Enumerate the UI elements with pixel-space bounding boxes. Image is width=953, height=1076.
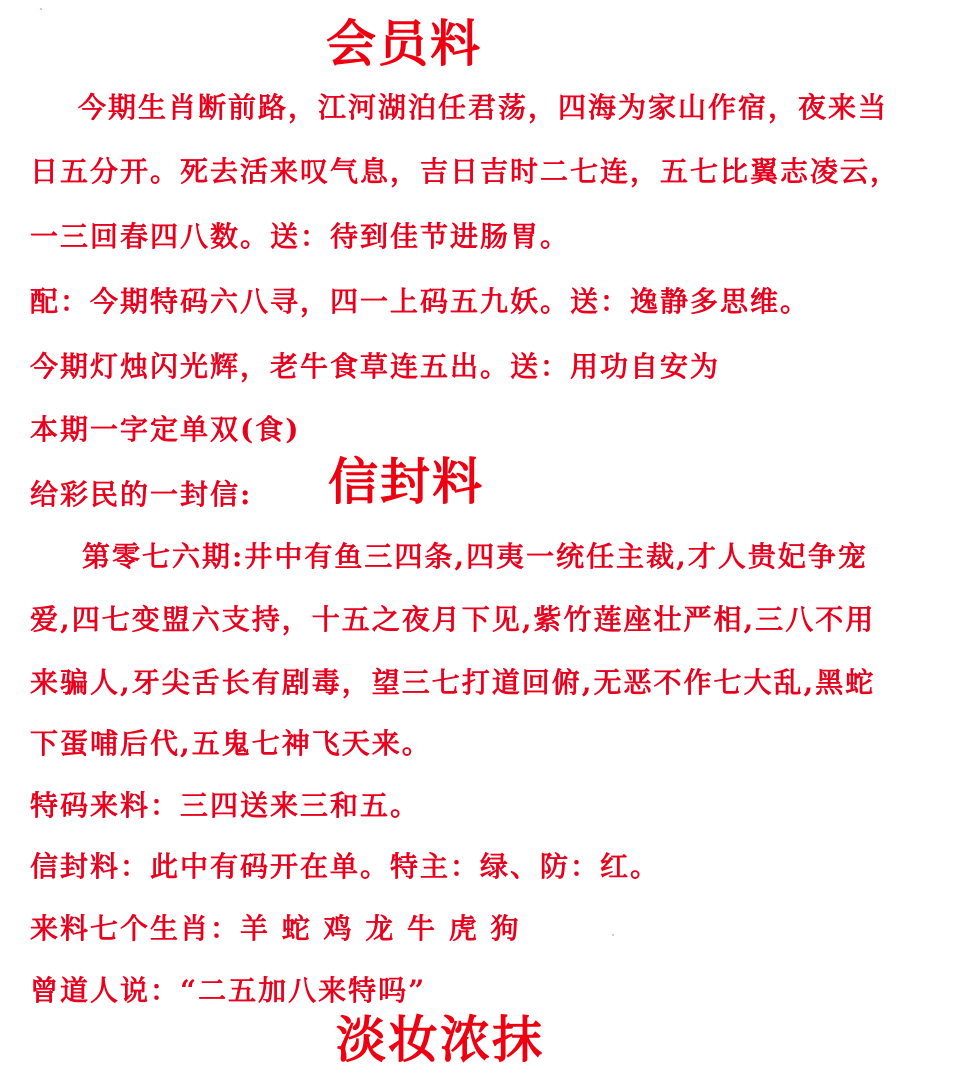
text-line-7: 给彩民的一封信:	[30, 478, 253, 511]
text-line-10: 来骗人,牙尖舌长有剧毒，望三七打道回俯,无恶不作七大乱,黑蛇	[30, 666, 876, 699]
speck-mark	[40, 8, 42, 10]
text-line-8: 第零七六期:井中有鱼三四条,四夷一统任主裁,才人贵妃争宠	[82, 540, 868, 573]
text-line-3: 一三回春四八数。送：待到佳节进肠胃。	[30, 220, 571, 253]
text-line-1: 今期生肖断前路，江河湖泊任君荡，四海为家山作宿，夜来当	[78, 91, 889, 124]
title-envelope: 信封料	[328, 452, 484, 511]
text-line-15: 曾道人说：“二五加八来特吗”	[30, 974, 427, 1007]
text-line-14: 来料七个生肖：羊 蛇 鸡 龙 牛 虎 狗	[30, 912, 521, 945]
title-members: 会员料	[326, 14, 482, 73]
text-line-12: 特码来料：三四送来三和五。	[30, 789, 421, 822]
text-line-5: 今期灯烛闪光辉，老牛食草连五出。送：用功自安为	[30, 350, 721, 383]
text-line-6: 本期一字定单双(食)	[30, 413, 301, 446]
text-line-13: 信封料：此中有码开在单。特主：绿、防：红。	[30, 850, 661, 883]
text-line-9: 爱,四七变盟六支持，十五之夜月下见,紫竹莲座壮严相,三八不用	[30, 603, 876, 636]
title-bottom: 淡妆浓抹	[336, 1010, 544, 1069]
text-line-11: 下蛋哺后代,五鬼七神飞天来。	[30, 727, 432, 760]
text-line-2: 日五分开。死去活来叹气息，吉日吉时二七连，五七比翼志凌云，	[30, 155, 901, 188]
speck-mark	[612, 934, 614, 936]
text-line-4: 配：今期特码六八寻，四一上码五九妖。送：逸静多思维。	[30, 285, 811, 318]
